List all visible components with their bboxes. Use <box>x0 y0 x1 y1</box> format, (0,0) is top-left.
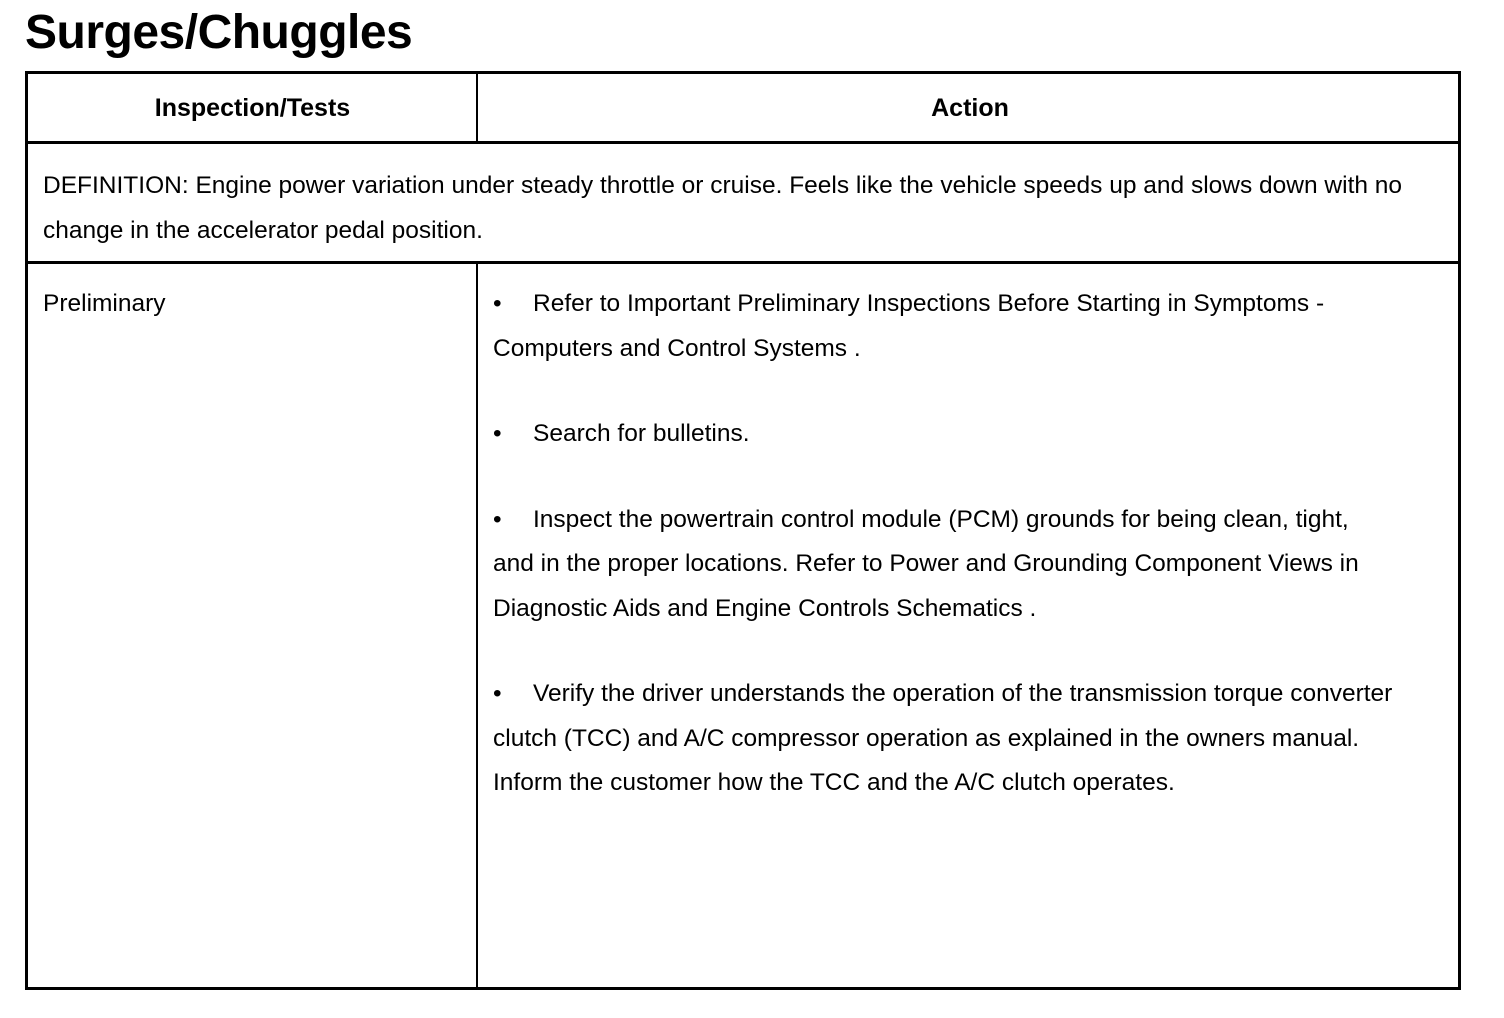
definition-divider <box>28 261 1458 264</box>
action-text: Search for bulletins. <box>533 420 750 447</box>
bullet-icon: • <box>493 505 502 533</box>
header-column-divider <box>476 74 478 142</box>
action-text: Verify the driver understands the operation of the transmission torque converter clutch (TCC) and A/C compressor operation as explained in the owners manual. Inform the customer how the TCC and the A/C clutch operates. <box>493 680 1393 796</box>
row-label-preliminary: Preliminary <box>43 290 166 317</box>
action-text: Refer to Important Preliminary Inspections Before Starting in Symptoms - Computers and Control Systems . <box>493 290 1325 362</box>
action-item <box>493 412 1393 457</box>
header-inspection-tests: Inspection/Tests <box>154 93 351 122</box>
action-item <box>493 498 1393 632</box>
action-item <box>493 282 1393 371</box>
header-action: Action <box>931 93 1009 122</box>
bullet-icon: • <box>493 290 502 317</box>
bullet-icon: • <box>493 420 502 447</box>
bullet-icon: • <box>493 680 502 707</box>
action-list <box>493 282 1393 847</box>
diagnostic-table <box>25 71 1461 990</box>
header-divider <box>28 141 1458 144</box>
page-title: Surges/Chuggles <box>25 6 413 59</box>
body-column-divider <box>476 262 478 987</box>
action-item <box>493 672 1393 806</box>
action-text: Inspect the powertrain control module (PCM) grounds for being clean, tight, and in the proper locations. Refer to Power and Grounding Component Views in Diagnostic Aids and Engine Controls Schematics . <box>493 505 1359 622</box>
definition-text: DEFINITION: Engine power variation under steady throttle or cruise. Feels like the vehicle speeds up and slows down with no change in the accelerator pedal position. <box>43 172 1403 244</box>
